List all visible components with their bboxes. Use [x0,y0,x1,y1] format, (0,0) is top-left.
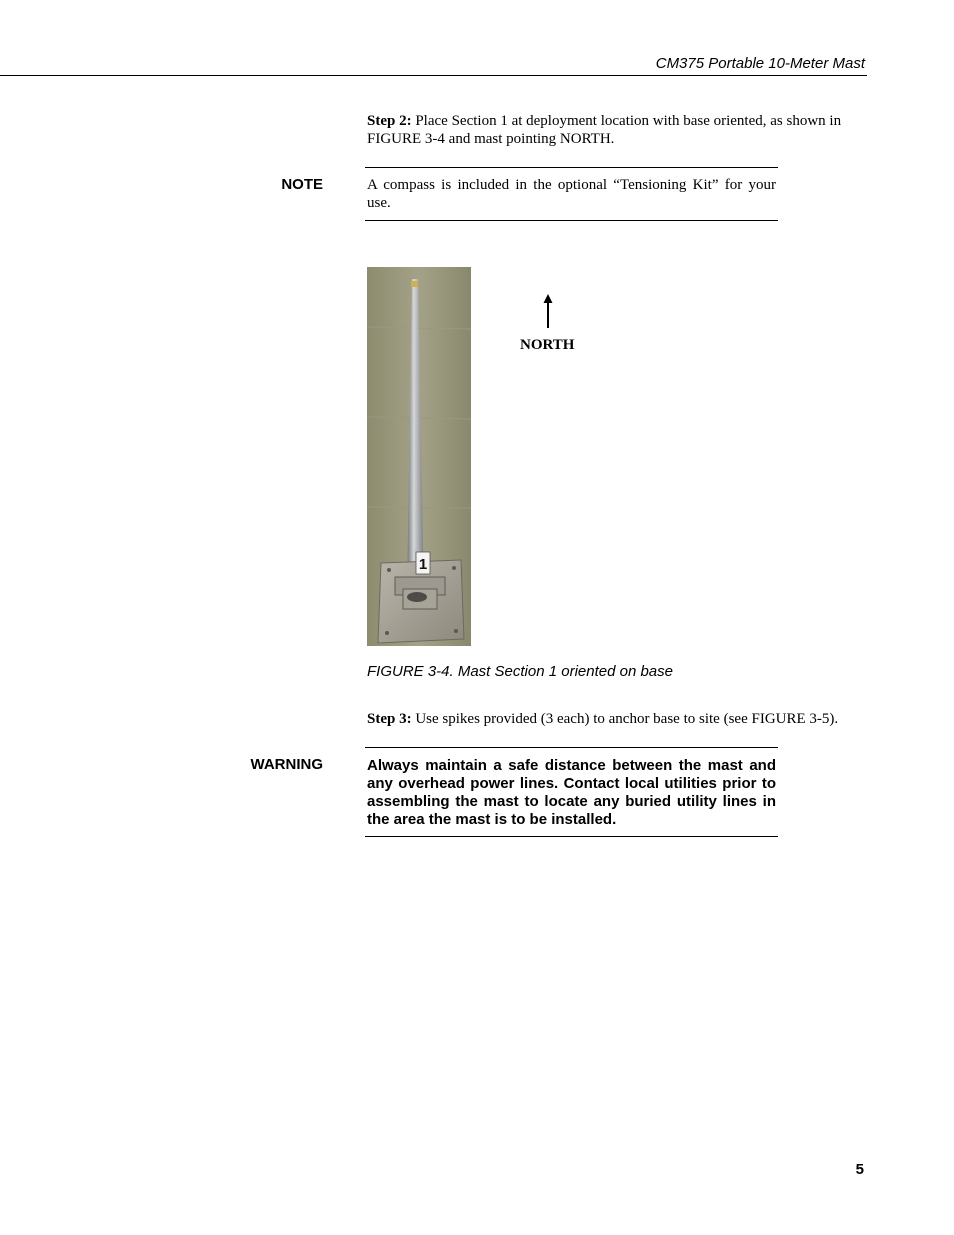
note-text: A compass is included in the optional “Tensioning Kit” for your use. [367,177,776,211]
header-rule [0,75,867,76]
figure-caption: FIGURE 3-4. Mast Section 1 oriented on base [367,663,673,680]
step3-label: Step 3: [367,711,412,727]
north-label: NORTH [520,337,575,353]
warning-label: WARNING [250,756,323,773]
step2-paragraph [367,112,863,148]
step3-paragraph [367,710,867,728]
north-arrow-icon [540,294,556,330]
note-box [365,167,778,221]
page-number: 5 [855,1161,864,1178]
step2-text: Place Section 1 at deployment location with base oriented, as shown in FIGURE 3-4 and mast pointing NORTH. [367,113,842,147]
note-label: NOTE [281,176,323,193]
section-number-tag: 1 [418,556,428,573]
mast-section-photo [367,267,471,646]
step2-label: Step 2: [367,113,412,129]
warning-box [365,747,778,837]
step3-text: Use spikes provided (3 each) to anchor base to site (see FIGURE 3-5). [411,711,839,727]
warning-text: Always maintain a safe distance between the mast and any overhead power lines. Contact local utilities prior to assembling the mast to locate any buried utility lines in the area the mast is to be installed. [367,757,776,828]
header-title: CM375 Portable 10-Meter Mast [655,55,865,72]
